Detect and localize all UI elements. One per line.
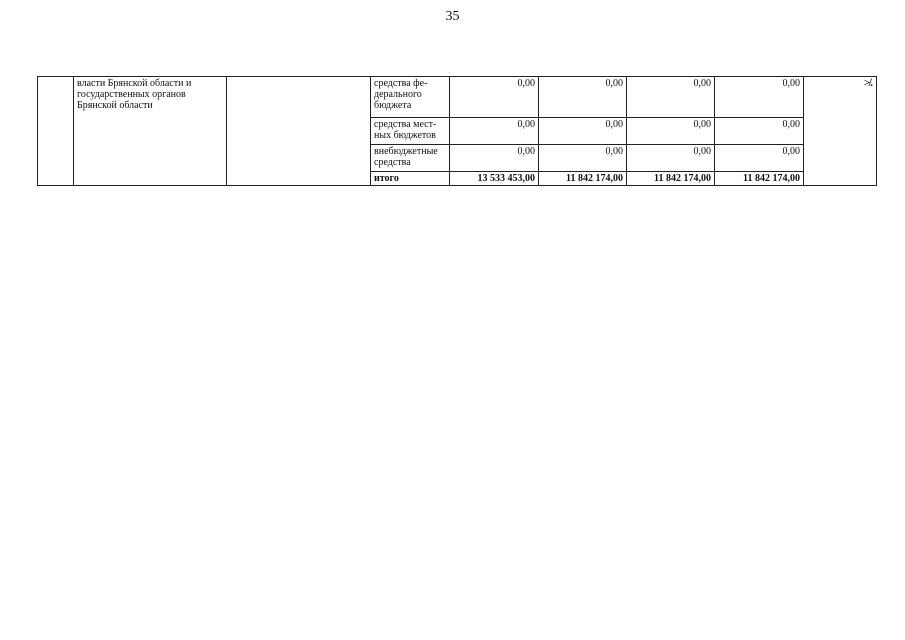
value-cell: 0,00 <box>450 118 539 145</box>
total-value: 11 842 174,00 <box>539 172 627 186</box>
value-cell: 0,00 <box>627 118 715 145</box>
mark-cell <box>804 77 877 186</box>
value-cell: 0,00 <box>715 118 804 145</box>
value-cell: 0,00 <box>450 145 539 172</box>
budget-table <box>37 76 877 186</box>
total-label: итого <box>371 172 450 186</box>
value-cell: 0,00 <box>539 145 627 172</box>
total-value: 13 533 453,00 <box>450 172 539 186</box>
value-cell: 0,00 <box>450 77 539 118</box>
handwritten-mark: ≯. <box>863 77 873 89</box>
value-cell: 0,00 <box>715 145 804 172</box>
funding-source-cell: средства фе- дерального бюджета <box>371 77 450 118</box>
value-cell: 0,00 <box>715 77 804 118</box>
funding-source-cell: средства мест- ных бюджетов <box>371 118 450 145</box>
total-value: 11 842 174,00 <box>627 172 715 186</box>
value-cell: 0,00 <box>539 118 627 145</box>
value-cell: 0,00 <box>627 145 715 172</box>
page-number: 35 <box>445 9 460 24</box>
empty-cell <box>227 77 371 186</box>
total-value: 11 842 174,00 <box>715 172 804 186</box>
empty-index-cell <box>38 77 74 186</box>
table-row <box>38 77 877 118</box>
value-cell: 0,00 <box>539 77 627 118</box>
value-cell: 0,00 <box>627 77 715 118</box>
organization-cell: власти Брянской области и государственных органов Брянской области <box>74 77 227 186</box>
funding-source-cell: внебюджетные средства <box>371 145 450 172</box>
